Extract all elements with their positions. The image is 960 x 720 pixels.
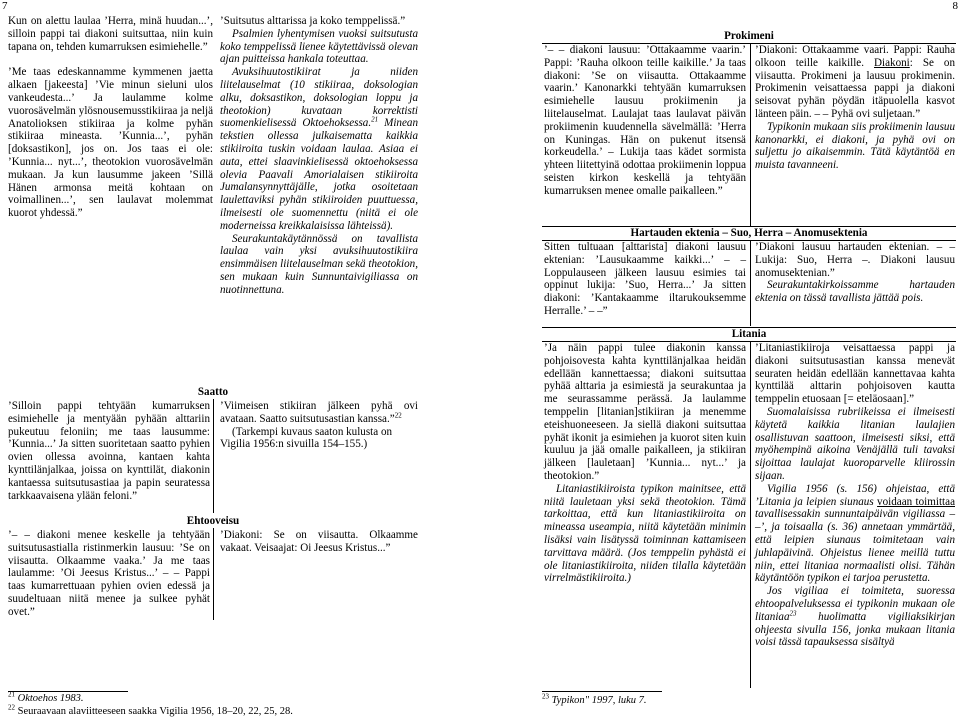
prokimeni-note: Typikonin mukaan siis prokiimenin lausuu kanonarkki, ei diakoni, ja pyhä ovi on suljettu jo aikaisemmin. Tätä käytäntöä en muista tavanneeni. bbox=[755, 120, 955, 172]
column-divider bbox=[213, 528, 214, 620]
intro-text bbox=[8, 15, 213, 220]
saatto-quote-text: ’Viimeisen stikiiran jälkeen pyhä ovi avataan. Saatto suitsutusastian kanssa.” bbox=[220, 400, 418, 425]
section-heading-prokimeni: Prokimeni bbox=[724, 30, 774, 42]
prokimeni-typikon-text: ’– – diakoni lausuu: ’Ottakaamme vaarin.’ Pappi: ’Rauha olkoon teille kaikille.’ Ja taas diakoni: ’Se on viisautta. Ottakaamme vaarin.’ Kanonarkki tehtyään kumarruksen esimiehelle lausuu prokiimenin ja liitelauselmat. Laulajat taas laulavat päivän prokiimenin kuudennella sävelmällä: ’Herra on Kuningas. Hän on pukenut itsensä korkeudella.’ – Lukija taas kädet sormista yhteen liitettyinä odottaa prokiimenin loppua seisten kirkon keskellä ja tehtyään kumarruksen menee omalle paikalleen.” bbox=[544, 44, 746, 197]
litania-vigilia-quote: ’Litaniastikiiroja veisattaessa pappi ja diakoni suitsutusastian kanssa menevät seuraten heidän edellään kannettavaa kahta kynttilää alttarin pohjoisoven kautta temppelin etuosaan [= eteläosaan].” bbox=[755, 342, 955, 406]
saatto-note: (Tarkempi kuvaus saaton kulusta on Vigilia 1956:n sivuilla 154–155.) bbox=[220, 425, 393, 451]
page-number: 8 bbox=[952, 0, 958, 12]
footnote-ref[interactable]: 23 bbox=[789, 609, 797, 618]
section-heading-hartauden: Hartauden ektenia – Suo, Herra – Anomusektenia bbox=[630, 227, 868, 239]
footnote-ref[interactable]: 22 bbox=[394, 411, 402, 420]
prokimeni-quote bbox=[755, 44, 955, 121]
ehtooveisu-typikon-text: ’– – diakoni menee keskelle ja tehtyään suitsutusastialla ristinmerkin lausuu: ’Se on viisautta. Olkaamme vaaka.’ Ja me taas laulamme: ’Oi Jeesus Kristus...’ – – Pappi taas kumarrettuaan pyhien ovien edessä ja suudeltuaan niitä menee ja sulkee pyhät ovet.” bbox=[8, 529, 210, 618]
footnote bbox=[8, 703, 428, 719]
saatto-quote bbox=[220, 400, 418, 426]
column-divider bbox=[750, 240, 751, 326]
footnote-rule bbox=[8, 691, 128, 692]
litania-vigilia-text-run: huolimatta vigiliaksikirjan ohjeesta sivulla 156, jonka mukaan litania voisi tässä tapauksessa sisältyä bbox=[755, 610, 955, 649]
footnote-number: 21 bbox=[8, 690, 15, 699]
footnotes bbox=[8, 690, 428, 718]
saatto-typikon-text: ’Silloin pappi tehtyään kumarruksen esimiehelle ja mentyään pyhään alttariin pukeutuu feloniin; me taas lausumme: ’Kunnia...’ Ja sitten suoritetaan saatto pyhien ovien ollessa avoinna, kantaen kahta kynttilänjalkaa, joissa on kynttilät, diakonin kantaessa suitsutusastiaa ja papin seuratessa tarkkaavaisena ylään feloni.” bbox=[8, 400, 210, 502]
commentary-paragraph: Seurakuntakäytännössä on tavallista laulaa vain yksi avuksihuutostikiira ensimmäisen liitelauselman sekä theotokion, sen mukaan kuin Sunnuntaivigiliassa on nuotinnettuna. bbox=[220, 232, 418, 296]
litania-vigilia-text-run: tavallisessakin sunnuntaipäivän vigiliassa – –’, ja toisaalla (s. 36) annetaan ymmärtää, että leipien siunaus toimitetaan vain juhlapäivinä. Ohjeistus lienee meillä tuttu niin, ettei litaniaa normaalisti olisi. Tähän käytäntöön typikon ei tarjoa perustetta. bbox=[755, 508, 955, 585]
commentary-column bbox=[220, 15, 418, 297]
prokimeni-quote-text: ’Diakoni: Ottakaamme vaari. Pappi: Rauha olkoon teille kaikille. bbox=[755, 44, 955, 69]
left-page bbox=[0, 0, 478, 720]
litania-typikon-text bbox=[544, 342, 746, 585]
hartauden-note: Seurakuntakirkoissamme hartauden ektenia on tässä tavallista jättää pois. bbox=[755, 279, 955, 305]
saatto-vigilia-text bbox=[220, 400, 418, 451]
litania-vigilia-text-run: Jos vigiliaa ei toimiteta, suoressa ehtoopalveluksessa ei typikonin mukaan ole litaniaa bbox=[755, 585, 955, 623]
litania-note: Litaniastikiiroista typikon mainitsee, että niitä lauletaan yksi sekä theotokion. Tämä tarkoittaa, että kun litaniastikiiroita on mineassa useampia, niitä käytetään minimin lisäksi vain lisätyssä toiminnan kattamiseen tarvittava määrä. (Jos temppelin pyhästä ei ole litaniastikiiroita, niiden tilalla käytetään virrelmästikiiroita.) bbox=[544, 482, 746, 585]
footnote-ref[interactable]: 21 bbox=[371, 115, 379, 124]
litania-vigilia-note bbox=[755, 585, 955, 649]
prokimeni-quote-text: Diakoni bbox=[874, 56, 910, 69]
intro-paragraph: ’Me taas edeskannamme kymmenen jaetta alkaen [jakeesta] ’Vie minun sieluni ulos vankeudesta...’ Ja laulamme kolme vuorosävelmän ylösnousemusstikiiraa ja neljä Anatolioksen stikiiraa ja kolme pyhän stikiiraa mineasta. ’Kunnia...’, pyhän [doksastikon], jos on. Jos taas ei ole: ’Kunnia... nyt...’, theotokion vuorosävelmän mukaan. Ja kun lausumme jakeen ’Sillä Hänen armonsa meitä kohtaan on voimallinen...’, sen laulavat molemmat kuorot yhdessä.” bbox=[8, 66, 213, 220]
footnote-text: Oktoehos 1983. bbox=[17, 693, 84, 704]
hartauden-quote: ’Diakoni lausuu hartauden ektenian. – – Lukija: Suo, Herra –. Diakoni lausuu anomusektenian.” bbox=[755, 241, 955, 279]
litania-vigilia-text-run: voidaan toimittaa bbox=[877, 495, 955, 508]
section-heading-litania: Litania bbox=[731, 328, 767, 340]
prokimeni-vigilia-text bbox=[755, 44, 955, 172]
commentary-text: Avuksihuutostikiirat ja niiden liitelauselmat (10 stikiiraa, doksologian alku, doksastikon, doksologian loppu ja theotokion) kuvataan korrektisti suomenkielisessä Oktoehoksessa. bbox=[220, 66, 418, 130]
litania-vigilia-text bbox=[755, 342, 955, 649]
footnote bbox=[542, 692, 942, 708]
commentary-quote: ’Suitsutus alttarissa ja koko temppelissä.” bbox=[220, 15, 406, 27]
footnote-rule bbox=[542, 691, 662, 692]
litania-vigilia-note: Suomalaisissa rubriikeissa ei ilmeisesti käytetä kaikkia litanian laulajien osallistuvan saattoon, ilmeisesti siksi, että myöhempinä aikoina Venäjällä tuli tavaksi sijoittaa laulajat kuoroparvelle kliirossin sijaan. bbox=[755, 405, 955, 482]
footnote-number: 23 bbox=[542, 692, 549, 701]
footnote bbox=[8, 690, 428, 706]
litania-quote: ’Ja näin pappi tulee diakonin kanssa pohjoisovesta kahta kynttilänjalkaa heidän edellään kannettaessa; diakoni suitsuttaa pyhää alttaria ja esimiestä ja seurakuntaa ja me seurassamme perässä. Ja laulamme temppelin [litanian]stikiiran ja menemme eteishuoneeseen. Ja siellä diakoni suitsuttaa pyhät ikonit ja esimiehen ja kuorot siten kuin kuuluu ja jää omalle paikalleen, ja stikiiran jälkeen [lauletaan] ’Kunnia... nyt...’ ja theotokion.” bbox=[544, 342, 746, 482]
hartauden-vigilia-text bbox=[755, 241, 955, 305]
section-heading-saatto: Saatto bbox=[197, 386, 229, 398]
footnote-number: 22 bbox=[8, 703, 15, 711]
footnotes bbox=[542, 692, 942, 708]
page-number: 7 bbox=[2, 0, 8, 12]
commentary-text: Minean tekstien ollessa julkaisematta kaikkia stikiiroita tuskin voidaan laulaa. Asiaa ei auta, ettei slaavinkielisessä oktoehoksessa olevia Paavali Amorialaisen stikiiroita Jumalansynnyttäjälle, jotka osoitetaan laulettaviksi pyhän stikiiroiden puuttuessa, ilmeisesti ole suomennettu (niitä ei ole moderneissa kreikkalaisissa lähteissä). bbox=[220, 117, 418, 232]
right-page bbox=[482, 0, 960, 720]
section-heading-ehtooveisu: Ehtooveisu bbox=[186, 515, 240, 527]
column-divider bbox=[750, 341, 751, 688]
column-divider bbox=[213, 399, 214, 513]
litania-vigilia-text-run: Vigilia 1956 (s. 156) ohjeistaa, että ’Litania ja leipien siunaus bbox=[755, 482, 955, 508]
footnote-text: Seuraavaan alaviitteeseen saakka Vigilia 1956, 18–20, 22, 25, 28. bbox=[17, 705, 293, 717]
hartauden-typikon-text: Sitten tultuaan [alttarista] diakoni lausuu ektenian: ’Lausukaamme kaikki...’ – – Loppulauseen jälkeen lausuu esimies tai oppinut lukija: ’Suo, Herra...’ Ja sitten diakoni: ’Kantakaamme iltarukouksemme Herralle.’ – –” bbox=[544, 241, 746, 317]
ehtooveisu-vigilia-text: ’Diakoni: Se on viisautta. Olkaamme vakaat. Veisaajat: Oi Jeesus Kristus...” bbox=[220, 529, 418, 554]
intro-paragraph: Kun on alettu laulaa ’Herra, minä huudan...’, silloin pappi tai diakoni suitsuttaa, niin kuin tapana on, tehden kumarruksen esimiehelle.” bbox=[8, 15, 213, 53]
prokimeni-quote-text: : Se on viisautta. Prokimeni ja lausuu prokimenin. Prokimenin veisattaessa pappi ja diakoni seisovat pyhän pöydän itäpuolella kasvot länteen päin. – – Pyhä ovi suljetaan.” bbox=[755, 56, 955, 120]
litania-vigilia-note bbox=[755, 483, 955, 585]
footnote-text: Typikon" 1997, luku 7. bbox=[551, 695, 647, 706]
commentary-paragraph bbox=[220, 66, 418, 232]
column-divider bbox=[750, 43, 751, 226]
commentary-paragraph: Psalmien lyhentymisen vuoksi suitsutusta koko temppelissä lienee käytettävissä olevan ajan puitteissa hankala toteuttaa. bbox=[220, 27, 418, 66]
